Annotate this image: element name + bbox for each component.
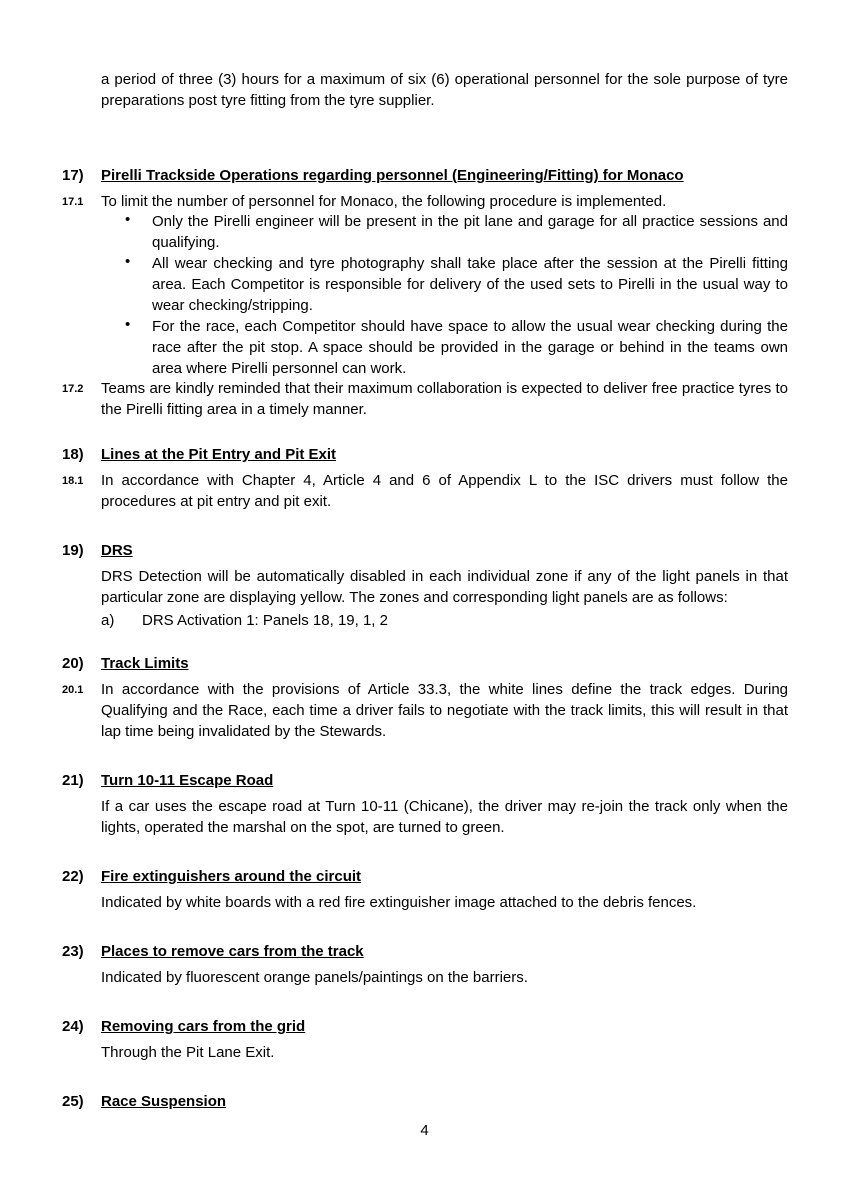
section-21-text: If a car uses the escape road at Turn 10-11 (Chicane), the driver may re-join the track only when the lights, operated the marshal on the spot, are turned to green. [101, 798, 788, 836]
bullet-item-3: For the race, each Competitor should have space to allow the usual wear checking during the race after the pit stop. A space should be provided in the garage or behind in the teams own area where Pirelli personnel can work. [152, 318, 788, 377]
section-24-heading: Removing cars from the grid [101, 1018, 306, 1035]
section-24-number: 24) [62, 1018, 84, 1035]
bullet-marker: • [125, 253, 131, 270]
section-25-number: 25) [62, 1093, 84, 1110]
clause-17-1-number: 17.1 [62, 196, 84, 208]
bullet-marker: • [125, 316, 131, 333]
section-19-heading: DRS [101, 542, 133, 559]
bullet-item-2: All wear checking and tyre photography shall take place after the session at the Pirelli fitting area. Each Competitor is responsible for delivery of the used sets to Pirelli in the usual way to wear checking/stripping. [152, 255, 788, 314]
section-21-heading: Turn 10-11 Escape Road [101, 772, 274, 789]
drs-activation-item: DRS Activation 1: Panels 18, 19, 1, 2 [142, 612, 388, 629]
section-22-number: 22) [62, 868, 84, 885]
section-22-text: Indicated by white boards with a red fire extinguisher image attached to the debris fences. [101, 894, 697, 911]
section-25-heading: Race Suspension [101, 1093, 227, 1110]
clause-18-1-text: In accordance with Chapter 4, Article 4 and 6 of Appendix L to the ISC drivers must follow the procedures at pit entry and pit exit. [101, 472, 788, 510]
section-20-heading: Track Limits [101, 655, 189, 672]
clause-17-2-text: Teams are kindly reminded that their maximum collaboration is expected to deliver free practice tyres to the Pirelli fitting area in a timely manner. [101, 380, 788, 418]
section-18-number: 18) [62, 446, 84, 463]
section-24-text: Through the Pit Lane Exit. [101, 1044, 275, 1061]
section-21-number: 21) [62, 772, 84, 789]
clause-20-1-number: 20.1 [62, 684, 84, 696]
section-22-heading: Fire extinguishers around the circuit [101, 868, 362, 885]
clause-17-2-number: 17.2 [62, 383, 84, 395]
section-17-heading: Pirelli Trackside Operations regarding personnel (Engineering/Fitting) for Monaco [101, 167, 684, 184]
bullet-marker: • [125, 211, 131, 228]
bullet-item-1: Only the Pirelli engineer will be present in the pit lane and garage for all practice sessions and qualifying. [152, 213, 788, 251]
section-19-text: DRS Detection will be automatically disabled in each individual zone if any of the light panels in that particular zone are displaying yellow. The zones and corresponding light panels are as follows: [101, 568, 788, 606]
section-19-number: 19) [62, 542, 84, 559]
list-item-marker: a) [101, 612, 115, 629]
section-20-number: 20) [62, 655, 84, 672]
section-23-heading: Places to remove cars from the track [101, 943, 364, 960]
page-number: 4 [420, 1122, 429, 1139]
clause-17-1-text: To limit the number of personnel for Monaco, the following procedure is implemented. [101, 193, 667, 210]
intro-paragraph: a period of three (3) hours for a maximum of six (6) operational personnel for the sole purpose of tyre preparations post tyre fitting from the tyre supplier. [101, 71, 788, 109]
section-23-number: 23) [62, 943, 84, 960]
section-23-text: Indicated by fluorescent orange panels/paintings on the barriers. [101, 969, 528, 986]
section-18-heading: Lines at the Pit Entry and Pit Exit [101, 446, 337, 463]
clause-20-1-text: In accordance with the provisions of Article 33.3, the white lines define the track edges. During Qualifying and the Race, each time a driver fails to negotiate with the track limits, this will result in that lap time being invalidated by the Stewards. [101, 681, 788, 740]
section-17-number: 17) [62, 167, 84, 184]
clause-18-1-number: 18.1 [62, 475, 84, 487]
